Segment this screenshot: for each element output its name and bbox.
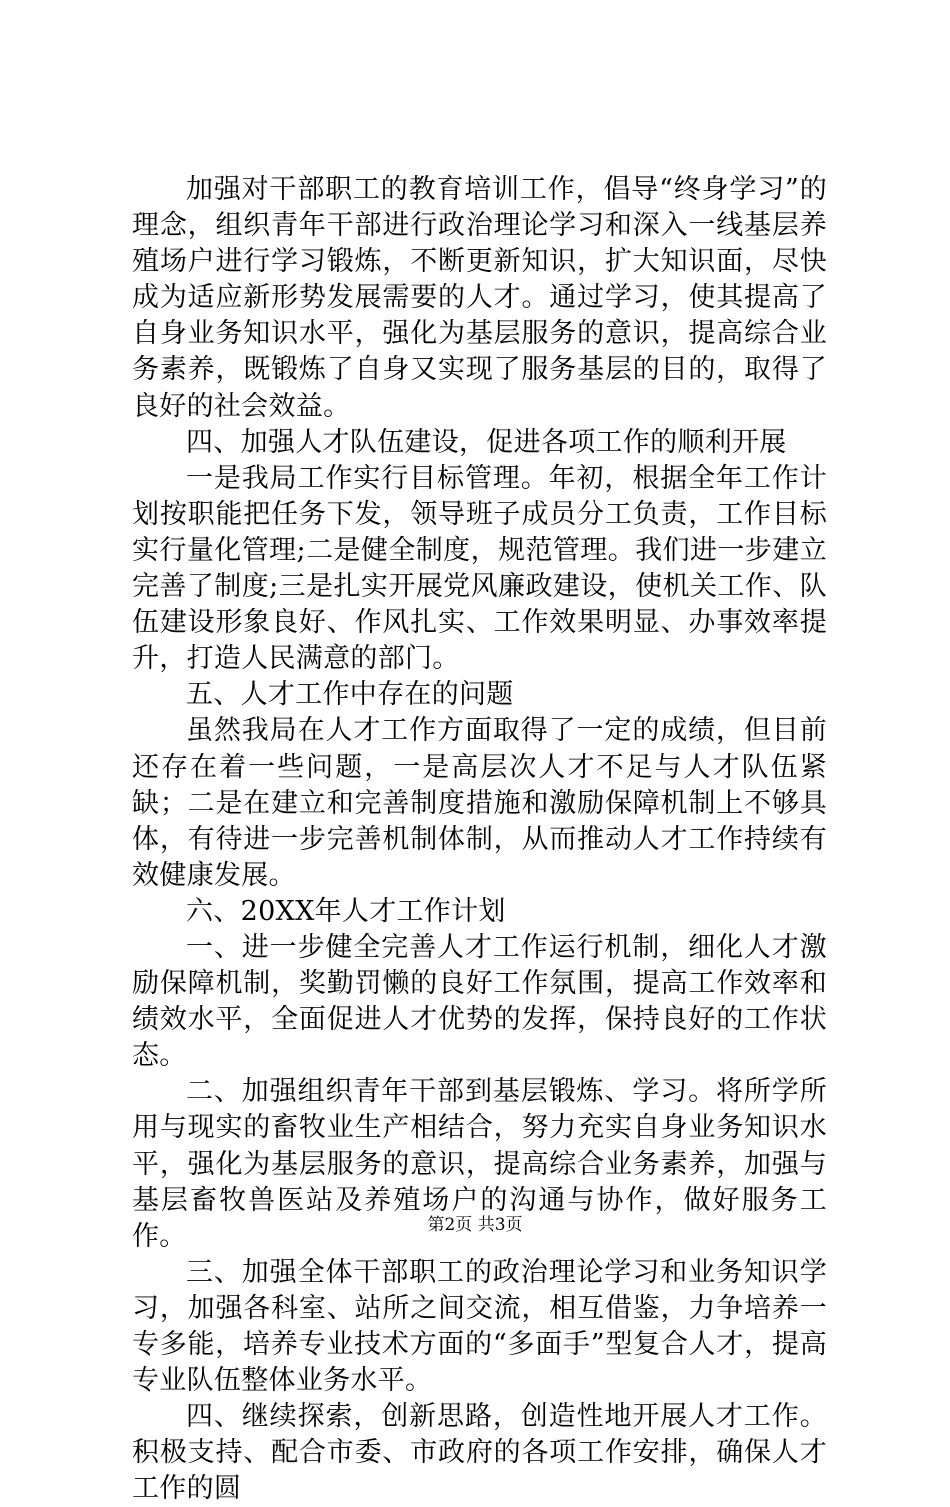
- paragraph-training: 加强对干部职工的教育培训工作，倡导“终身学习”的理念，组织青年干部进行政治理论学习和深入一线基层养殖场户进行学习锻炼，不断更新知识，扩大知识面，尽快成为适应新形势发展需要的人才。通过学习，使其提高了自身业务知识水平，强化为基层服务的意识，提高综合业务素养，既锻炼了自身又实现了服务基层的目的，取得了良好的社会效益。: [132, 174, 827, 422]
- plan-item-4: 四、继续探索，创新思路，创造性地开展人才工作。积极支持、配合市委、市政府的各项工作安排，确保人才工作的圆: [132, 1401, 827, 1505]
- plan-item-2: 二、加强组织青年干部到基层锻炼、学习。将所学所用与现实的畜牧业生产相结合，努力充实自身业务知识水平，强化为基层服务的意识，提高综合业务素养，加强与基层畜牧兽医站及养殖场户的沟通与协作，做好服务工作。: [132, 1076, 827, 1252]
- plan-item-3: 三、加强全体干部职工的政治理论学习和业务知识学习，加强各科室、站所之间交流，相互借鉴，力争培养一专多能，培养专业技术方面的“多面手”型复合人才，提高专业队伍整体业务水平。: [132, 1256, 827, 1397]
- section-heading-4: 四、加强人才队伍建设，促进各项工作的顺利开展: [186, 426, 787, 458]
- section-heading-5: 五、人才工作中存在的问题: [186, 679, 514, 711]
- page-number-footer: 第2页 共3页: [427, 1215, 523, 1235]
- section-heading-6: 六、20XX年人才工作计划: [186, 895, 506, 927]
- document-body: [132, 172, 827, 1507]
- plan-item-1: 一、进一步健全完善人才工作运行机制，细化人才激励保障机制，奖勤罚懒的良好工作氛围，提高工作效率和绩效水平，全面促进人才优势的发挥，保持良好的工作状态。: [132, 931, 827, 1072]
- paragraph-problems: 虽然我局在人才工作方面取得了一定的成绩，但目前还存在着一些问题，一是高层次人才不足与人才队伍紧缺；二是在建立和完善制度措施和激励保障机制上不够具体，有待进一步完善机制体制，从而推动人才工作持续有效健康发展。: [132, 715, 827, 891]
- paragraph-management: 一是我局工作实行目标管理。年初，根据全年工作计划按职能把任务下发，领导班子成员分工负责，工作目标实行量化管理;二是健全制度，规范管理。我们进一步建立完善了制度;三是扎实开展党风廉政建设，使机关工作、队伍建设形象良好、作风扎实、工作效果明显、办事效率提升，打造人民满意的部门。: [132, 462, 827, 675]
